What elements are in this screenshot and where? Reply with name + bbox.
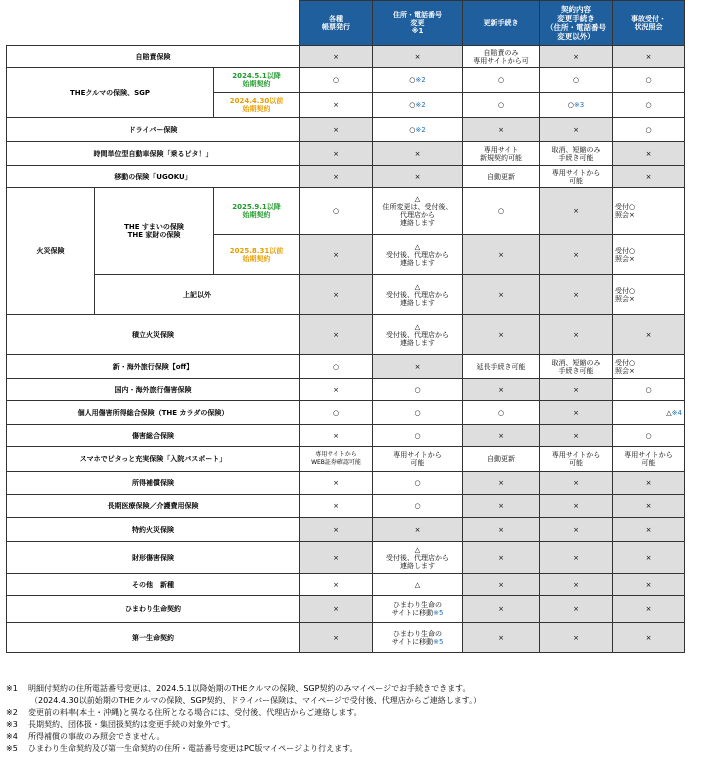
cell-mark: × (540, 472, 613, 495)
table-row (7, 275, 685, 315)
cell-mark: ○ (373, 472, 463, 495)
table-row (7, 596, 685, 623)
cell-text: 専用サイト 新規契約可能 (463, 142, 540, 166)
header-contract-change: 契約内容 変更手続き （住所・電話番号 変更以外） (540, 1, 613, 46)
row-label: 傷害総合保険 (7, 425, 300, 447)
cell-mark: ○ (300, 68, 373, 93)
cell-text: △ 受付後、代理店から 連絡します (373, 235, 463, 275)
cell-text: △ 住所変更は、受付後、 代理店から 連絡します (373, 188, 463, 235)
cell-mark: × (463, 623, 540, 653)
table-row (7, 425, 685, 447)
cell-mark: × (540, 46, 613, 68)
cell-mark: × (300, 46, 373, 68)
cell-mark: ○※2 (373, 118, 463, 142)
cell-mark: × (540, 574, 613, 596)
cell-mark: ○ (463, 68, 540, 93)
sub-label: THE すまいの保険 THE 家財の保険 (95, 188, 214, 275)
cell-mark: × (463, 574, 540, 596)
cell-mark: × (540, 542, 613, 574)
cell-mark: × (463, 275, 540, 315)
row-label: ひまわり生命契約 (7, 596, 300, 623)
row-label: その他 新種 (7, 574, 300, 596)
cell-mark: × (463, 315, 540, 355)
cell-mark: × (373, 355, 463, 379)
table-row (7, 542, 685, 574)
cell-mark: ○ (373, 495, 463, 518)
row-label: 所得補償保険 (7, 472, 300, 495)
cell-mark: × (300, 542, 373, 574)
cell-text: 自動更新 (463, 166, 540, 188)
cell-mark: ○ (463, 401, 540, 425)
table-row (7, 495, 685, 518)
cell-mark: × (613, 542, 685, 574)
cell-text: △ 受付後、代理店から 連絡します (373, 315, 463, 355)
cell-text: 専用サイトから WEB証券確認可能 (300, 447, 373, 472)
cell-mark: × (300, 623, 373, 653)
table-row (7, 315, 685, 355)
sub-label: 2024.4.30以前 始期契約 (214, 93, 300, 118)
cell-text: 取消、短縮のみ 手続き可能 (540, 142, 613, 166)
cell-mark: × (613, 596, 685, 623)
cell-mark: × (540, 315, 613, 355)
cell-text: 延長手続き可能 (463, 355, 540, 379)
cell-text: 受付○ 照会× (613, 355, 685, 379)
sub-label: 2024.5.1以降 始期契約 (214, 68, 300, 93)
cell-mark: ○ (373, 379, 463, 401)
service-availability-table (6, 0, 685, 653)
row-label: 新・海外旅行保険【off】 (7, 355, 300, 379)
cell-mark: × (613, 518, 685, 542)
row-label: 移動の保険「UGOKU」 (7, 166, 300, 188)
cell-mark: ○ (373, 401, 463, 425)
header-row (7, 1, 685, 46)
cell-mark: × (300, 495, 373, 518)
cell-mark: × (300, 142, 373, 166)
cell-mark: × (463, 596, 540, 623)
cell-mark: ○※3 (540, 93, 613, 118)
header-address-change: 住所・電話番号 変更 ※1 (373, 1, 463, 46)
row-label: 火災保険 (7, 188, 95, 315)
cell-mark: × (540, 235, 613, 275)
cell-text: ひまわり生命の サイトに移動※5 (373, 596, 463, 623)
cell-text: ひまわり生命の サイトに移動※5 (373, 623, 463, 653)
cell-mark: × (540, 623, 613, 653)
cell-mark: × (300, 93, 373, 118)
cell-mark: × (463, 379, 540, 401)
cell-mark: ○ (613, 379, 685, 401)
cell-mark: × (300, 425, 373, 447)
cell-text: 受付○ 照会× (613, 235, 685, 275)
cell-text: 専用サイトから 可能 (540, 447, 613, 472)
header-forms: 各種 帳票発行 (300, 1, 373, 46)
cell-mark: × (613, 495, 685, 518)
cell-mark: ○ (613, 425, 685, 447)
row-label: 第一生命契約 (7, 623, 300, 653)
row-label: 個人用傷害所得総合保険（THE カラダの保険） (7, 401, 300, 425)
cell-mark: × (463, 472, 540, 495)
row-label: 時間単位型自動車保険「乗るピタ！」 (7, 142, 300, 166)
cell-mark: × (463, 425, 540, 447)
cell-mark: × (540, 425, 613, 447)
cell-mark: ○ (613, 93, 685, 118)
cell-mark: × (613, 472, 685, 495)
header-accident: 事故受付・ 状況照会 (613, 1, 685, 46)
cell-mark: ○ (540, 68, 613, 93)
cell-mark: × (463, 495, 540, 518)
cell-mark: × (300, 235, 373, 275)
sub-label: 上記以外 (95, 275, 300, 315)
header-blank (7, 1, 300, 46)
cell-mark: × (463, 118, 540, 142)
row-label: 長期医療保険／介護費用保険 (7, 495, 300, 518)
table-row (7, 68, 685, 93)
footnote: ※5 ひまわり生命契約及び第一生命契約の住所・電話番号変更はPC版マイページより行えます。 (6, 744, 358, 753)
cell-mark: × (463, 542, 540, 574)
row-label: 自賠責保険 (7, 46, 300, 68)
cell-mark: × (613, 315, 685, 355)
cell-mark: × (300, 596, 373, 623)
cell-mark: △※4 (613, 401, 685, 425)
cell-mark: × (540, 188, 613, 235)
table-row (7, 447, 685, 472)
cell-mark: × (373, 518, 463, 542)
cell-text: △ 受付後、代理店から 連絡します (373, 275, 463, 315)
cell-mark: ○ (463, 188, 540, 235)
cell-text: 受付○ 照会× (613, 275, 685, 315)
table-row (7, 188, 685, 235)
cell-mark: × (300, 166, 373, 188)
cell-mark: × (613, 46, 685, 68)
cell-text: 受付○ 照会× (613, 188, 685, 235)
row-label: 国内・海外旅行傷害保険 (7, 379, 300, 401)
table-row (7, 142, 685, 166)
cell-text: 自動更新 (463, 447, 540, 472)
cell-mark: × (613, 142, 685, 166)
cell-text: 専用サイトから 可能 (540, 166, 613, 188)
cell-mark: × (300, 275, 373, 315)
footnote: ※3 長期契約、団体扱・集団扱契約は変更手続の対象外です。 (6, 720, 236, 729)
cell-mark: × (463, 235, 540, 275)
cell-mark: ○ (300, 401, 373, 425)
cell-mark: × (540, 379, 613, 401)
cell-mark: × (540, 596, 613, 623)
cell-mark: × (540, 495, 613, 518)
row-label: THEクルマの保険、SGP (7, 68, 214, 118)
table-row (7, 518, 685, 542)
cell-text: 取消、短縮のみ 手続き可能 (540, 355, 613, 379)
cell-text: △ 受付後、代理店から 連絡します (373, 542, 463, 574)
row-label: ドライバー保険 (7, 118, 300, 142)
table-row (7, 118, 685, 142)
table-row (7, 379, 685, 401)
sub-label: 2025.9.1以降 始期契約 (214, 188, 300, 235)
cell-mark: × (613, 574, 685, 596)
cell-mark: × (613, 166, 685, 188)
footnote: ※1 明細付契約の住所電話番号変更は、2024.5.1以降始期のTHEクルマの保険、SGP契約のみマイページでお手続きできます。 (6, 684, 471, 693)
footnote: ※4 所得補償の事故のみ照会できません。 (6, 732, 165, 741)
cell-mark: ○ (300, 188, 373, 235)
footnotes (6, 683, 696, 755)
cell-mark: × (300, 518, 373, 542)
table-row (7, 166, 685, 188)
footnote: ※2 変更前の料率(本土・沖縄)と異なる住所となる場合には、受付後、代理店からご連絡します。 (6, 708, 362, 717)
cell-mark: × (300, 379, 373, 401)
table-row (7, 355, 685, 379)
cell-text: 自賠責のみ 専用サイトから可 (463, 46, 540, 68)
sub-label: 2025.8.31以前 始期契約 (214, 235, 300, 275)
cell-mark: × (613, 623, 685, 653)
cell-mark: × (373, 142, 463, 166)
cell-mark: × (300, 118, 373, 142)
cell-mark: × (373, 46, 463, 68)
cell-mark: ○ (613, 68, 685, 93)
cell-mark: ○ (613, 118, 685, 142)
cell-mark: × (540, 118, 613, 142)
table-row (7, 401, 685, 425)
cell-mark: × (300, 574, 373, 596)
header-renewal: 更新手続き (463, 1, 540, 46)
cell-mark: × (300, 315, 373, 355)
footnote: （2024.4.30以前始期のTHEクルマの保険、SGP契約、ドライバー保険は、マイページで受付後、代理店からご連絡します。） (30, 696, 482, 705)
table-row (7, 46, 685, 68)
table-row (7, 472, 685, 495)
cell-mark: × (300, 472, 373, 495)
cell-mark: ○※2 (373, 68, 463, 93)
cell-mark: ○※2 (373, 93, 463, 118)
cell-mark: × (540, 518, 613, 542)
table-row (7, 574, 685, 596)
table-row (7, 623, 685, 653)
row-label: 積立火災保険 (7, 315, 300, 355)
cell-mark: × (373, 166, 463, 188)
row-label: 財形傷害保険 (7, 542, 300, 574)
cell-mark: × (540, 401, 613, 425)
row-label: 特約火災保険 (7, 518, 300, 542)
cell-text: 専用サイトから 可能 (613, 447, 685, 472)
cell-mark: × (540, 275, 613, 315)
cell-mark: ○ (300, 355, 373, 379)
row-label: スマホでピタっと充実保険「入院パスポート」 (7, 447, 300, 472)
cell-mark: ○ (373, 425, 463, 447)
cell-mark: ○ (463, 93, 540, 118)
cell-mark: △ (373, 574, 463, 596)
cell-mark: × (463, 518, 540, 542)
cell-text: 専用サイトから 可能 (373, 447, 463, 472)
